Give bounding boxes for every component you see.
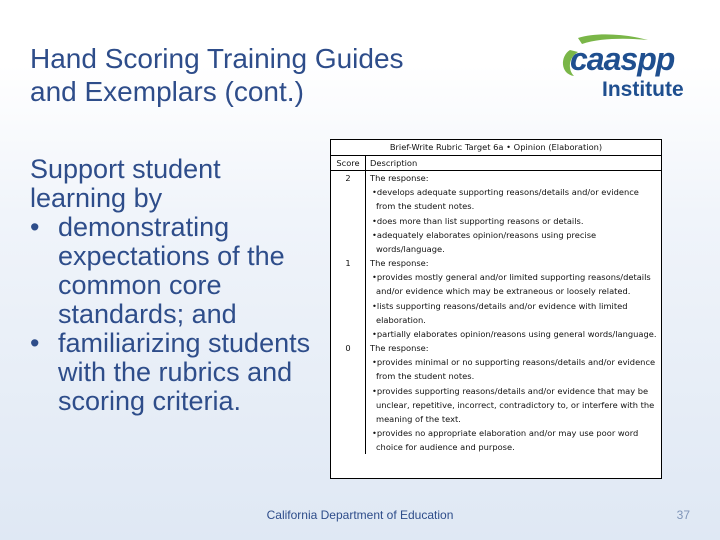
rubric-table [330, 139, 662, 479]
title-line-2: and Exemplars (cont.) [30, 76, 304, 107]
criterion: •lists supporting reasons/details and/or evidence with limited elaboration. [372, 300, 628, 325]
rubric-row-score-0 [331, 341, 661, 454]
footer-text: California Department of Education [266, 508, 454, 522]
row-lead: The response: [370, 258, 429, 269]
bullet-text: demonstrating expectations of the common core standards; and [58, 212, 285, 329]
row-lead: The response: [370, 343, 429, 354]
description-header: Description [366, 156, 662, 171]
logo-top-text: caaspp [570, 41, 675, 77]
bullet-item [30, 329, 320, 416]
criterion: •provides no appropriate elaboration and/or may use poor word choice for audience and purpose. [372, 427, 639, 453]
criterion: •develops adequate supporting reasons/details and/or evidence from the student notes. [372, 187, 639, 212]
lead-line-1: Support student [30, 154, 221, 184]
slide-title [30, 42, 530, 108]
rubric-row-score-1 [331, 256, 661, 341]
title-line-1: Hand Scoring Training Guides [30, 43, 404, 74]
criterion: •does more than list supporting reasons or details. [372, 215, 584, 226]
criterion: •partially elaborates opinion/reasons using general words/language. [372, 328, 657, 339]
bullet-icon: • [30, 212, 40, 242]
bullet-icon: • [30, 328, 40, 358]
criterion: •provides supporting reasons/details and/or evidence that may be unclear, repetitive, incorrect, contradictory to, or interfere with the meaning of the text. [372, 385, 655, 424]
score-value: 0 [331, 341, 366, 454]
lead-line-2: learning by [30, 183, 163, 213]
bullet-item [30, 213, 320, 329]
bullet-text: familiarizing students with the rubrics and scoring criteria. [58, 328, 311, 416]
row-lead: The response: [370, 173, 429, 184]
support-text [30, 155, 320, 416]
page-number: 37 [676, 508, 690, 522]
score-header: Score [331, 156, 366, 171]
score-value: 2 [331, 171, 366, 256]
bullet-list [30, 213, 320, 416]
logo-bottom-text: Institute [602, 78, 684, 101]
criterion: •provides minimal or no supporting reasons/details and/or evidence from the student notes. [372, 357, 656, 382]
criterion: •provides mostly general and/or limited supporting reasons/details and/or evidence which may be extraneous or loosely related. [372, 272, 651, 297]
caaspp-institute-logo [556, 30, 696, 102]
rubric-row-score-2 [331, 171, 661, 256]
criterion: •adequately elaborates opinion/reasons using precise words/language. [372, 229, 597, 254]
score-value: 1 [331, 256, 366, 341]
rubric-caption: Brief-Write Rubric Target 6a • Opinion (Elaboration) [331, 140, 661, 156]
